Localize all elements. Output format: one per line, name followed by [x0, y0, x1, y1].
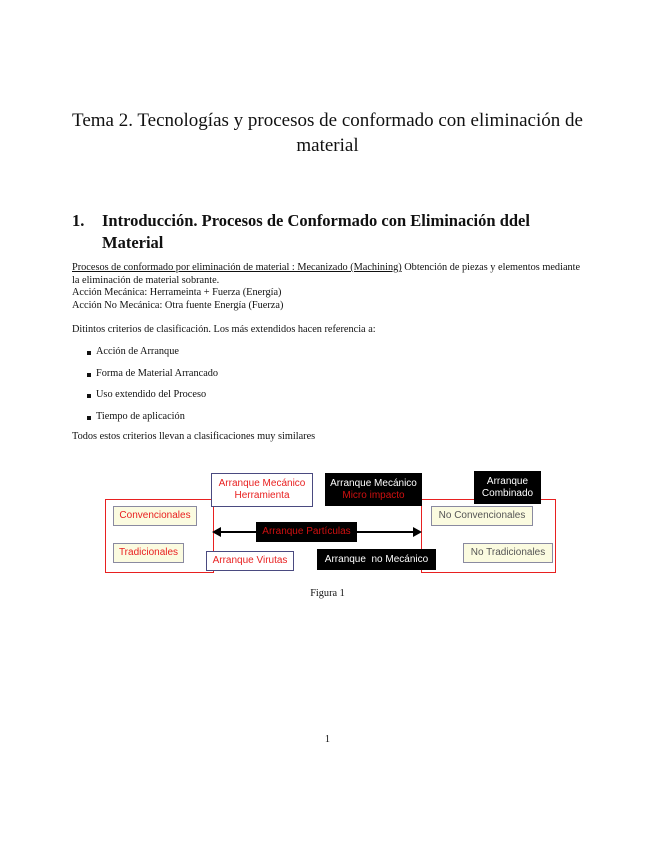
box-line: Combinado — [481, 487, 534, 499]
section-title: Introducción. Procesos de Conformado con Eliminación ddel Material — [102, 211, 530, 252]
intro-line-mechanical: Acción Mecánica: Herrameinta + Fuerza (Energía) — [72, 287, 282, 298]
section-number: 1. — [72, 211, 85, 230]
figure-caption: Figura 1 — [310, 588, 345, 599]
conclusion-text: Todos estos criterios llevan a clasificaciones muy similares — [72, 431, 316, 442]
box-particulas: Arranque Partículas — [256, 522, 357, 542]
page-number: 1 — [324, 734, 331, 745]
box-mecanico-micro-impacto — [325, 473, 422, 506]
box-convencionales: Convencionales — [113, 506, 197, 526]
box-combinado — [474, 471, 541, 504]
box-line: Arranque Mecánico — [218, 478, 306, 489]
intro-underlined: Procesos de conformado por eliminación de material : Mecanizado (Machining) — [72, 262, 402, 273]
section-heading — [72, 210, 592, 254]
box-no-tradicionales: No Tradicionales — [463, 543, 553, 563]
box-line: Arranque — [486, 475, 529, 487]
list-item: Acción de Arranque — [72, 346, 572, 368]
criteria-intro: Ditintos criterios de clasificación. Los más extendidos hacen referencia a: — [72, 324, 376, 335]
intro-paragraph — [72, 262, 587, 312]
box-no-mecanico: Arranque no Mecánico — [317, 549, 436, 570]
box-tradicionales: Tradicionales — [113, 543, 184, 563]
list-item: Forma de Material Arrancado — [72, 368, 572, 390]
box-line: Arranque Mecánico — [330, 477, 417, 489]
list-item: Tiempo de aplicación — [72, 411, 572, 433]
box-mecanico-herramienta — [211, 473, 313, 507]
box-line: Herramienta — [234, 490, 290, 501]
document-title: Tema 2. Tecnologías y procesos de conformado con eliminación de material — [72, 110, 583, 156]
intro-line-non-mechanical: Acción No Mecánica: Otra fuente Energía (Fuerza) — [72, 299, 284, 311]
box-virutas: Arranque Virutas — [206, 551, 294, 571]
box-line: Micro impacto — [342, 489, 405, 501]
box-no-convencionales: No Convencionales — [431, 506, 533, 526]
criteria-list — [72, 346, 572, 432]
intro-rest: Obtención de piezas y elementos mediante la eliminación de material sobrante. — [72, 262, 581, 286]
list-item: Uso extendido del Proceso — [72, 389, 572, 411]
